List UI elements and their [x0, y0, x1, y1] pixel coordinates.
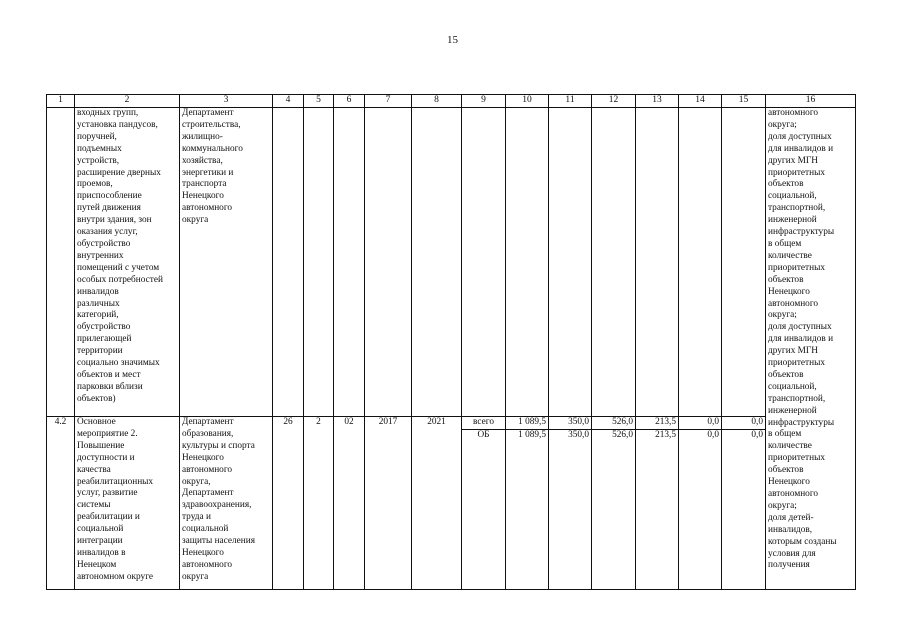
cell-amount	[592, 417, 636, 590]
cell-end-year: 2021	[412, 417, 462, 590]
cell-amount	[722, 417, 766, 590]
cell-number: 4.2	[47, 417, 75, 590]
cell-empty	[304, 108, 334, 417]
cell-empty	[412, 108, 462, 417]
cell-code: 02	[334, 417, 365, 590]
amount-total: 1 089,5	[518, 417, 546, 427]
col-header: 12	[592, 95, 636, 108]
cell-empty	[506, 108, 549, 417]
amount-total: 213,5	[655, 417, 676, 427]
amount-ob: 350,0	[549, 429, 591, 442]
col-header: 9	[462, 95, 506, 108]
cell-code: 26	[273, 417, 304, 590]
cell-empty	[679, 108, 722, 417]
col-header: 6	[334, 95, 365, 108]
cell-amount	[679, 417, 722, 590]
cell-empty	[273, 108, 304, 417]
col-header: 10	[506, 95, 549, 108]
table-row	[47, 108, 856, 417]
cell-start-year: 2017	[365, 417, 412, 590]
col-header: 14	[679, 95, 722, 108]
header-row	[47, 95, 856, 108]
col-header: 7	[365, 95, 412, 108]
funding-ob-label: ОБ	[462, 429, 505, 442]
page-number: 15	[447, 34, 458, 46]
amount-ob: 1 089,5	[506, 429, 548, 442]
col-header: 2	[75, 95, 180, 108]
cell-code: 2	[304, 417, 334, 590]
cell-number	[47, 108, 75, 417]
cell-funding-source	[462, 417, 506, 590]
cell-empty	[334, 108, 365, 417]
cell-empty	[462, 108, 506, 417]
cell-measure-name: Основное мероприятие 2. Повышение доступности и качества реабилитационных услуг, развитие системы реабилитации и социальной интеграции инвалидов в Ненецком автономном округе	[75, 417, 180, 590]
cell-empty	[549, 108, 592, 417]
funding-total-label: всего	[473, 417, 494, 427]
cell-amount	[506, 417, 549, 590]
amount-total: 526,0	[612, 417, 633, 427]
col-header: 5	[304, 95, 334, 108]
amount-ob: 0,0	[679, 429, 721, 442]
cell-executor: Департамент образования, культуры и спорта Ненецкого автономного округа, Департамент здравоохранения, труда и социальной защиты населения Ненецкого автономного округа	[180, 417, 273, 590]
amount-total: 0,0	[751, 417, 763, 427]
cell-amount	[636, 417, 679, 590]
col-header: 3	[180, 95, 273, 108]
col-header: 16	[766, 95, 856, 108]
amount-ob: 213,5	[636, 429, 678, 442]
col-header: 1	[47, 95, 75, 108]
cell-empty	[592, 108, 636, 417]
cell-indicators: автономного округа; доля доступных для инвалидов и других МГН приоритетных объектов социальной, транспортной, инженерной инфраструктуры в общем количестве приоритетных объектов Ненецкого автономного округа; доля доступных для инвалидов и других МГН приоритетных объектов социальной, транспортной, инженерной инфраструктуры в общем количестве приоритетных объектов Ненецкого автономного округа; доля детей- инвалидов, которым созданы условия для получения	[766, 108, 856, 590]
col-header: 13	[636, 95, 679, 108]
col-header: 11	[549, 95, 592, 108]
table-row	[47, 417, 856, 590]
amount-total: 350,0	[568, 417, 589, 427]
cell-measure-name: входных групп, установка пандусов, поручней, подъемных устройств, расширение дверных проемов, приспособление путей движения внутри здания, зон оказания услуг, обустройство внутренних помещений с учетом особых потребностей инвалидов различных категорий, обустройство прилегающей территории социально значимых объектов и мест парковки вблизи объектов)	[75, 108, 180, 417]
program-table	[46, 94, 856, 590]
amount-total: 0,0	[707, 417, 719, 427]
cell-executor: Департамент строительства, жилищно- коммунального хозяйства, энергетики и транспорта Ненецкого автономного округа	[180, 108, 273, 417]
amount-ob: 0,0	[722, 429, 765, 442]
cell-amount	[549, 417, 592, 590]
cell-empty	[365, 108, 412, 417]
col-header: 8	[412, 95, 462, 108]
col-header: 15	[722, 95, 766, 108]
cell-empty	[722, 108, 766, 417]
col-header: 4	[273, 95, 304, 108]
cell-empty	[636, 108, 679, 417]
amount-ob: 526,0	[592, 429, 635, 442]
